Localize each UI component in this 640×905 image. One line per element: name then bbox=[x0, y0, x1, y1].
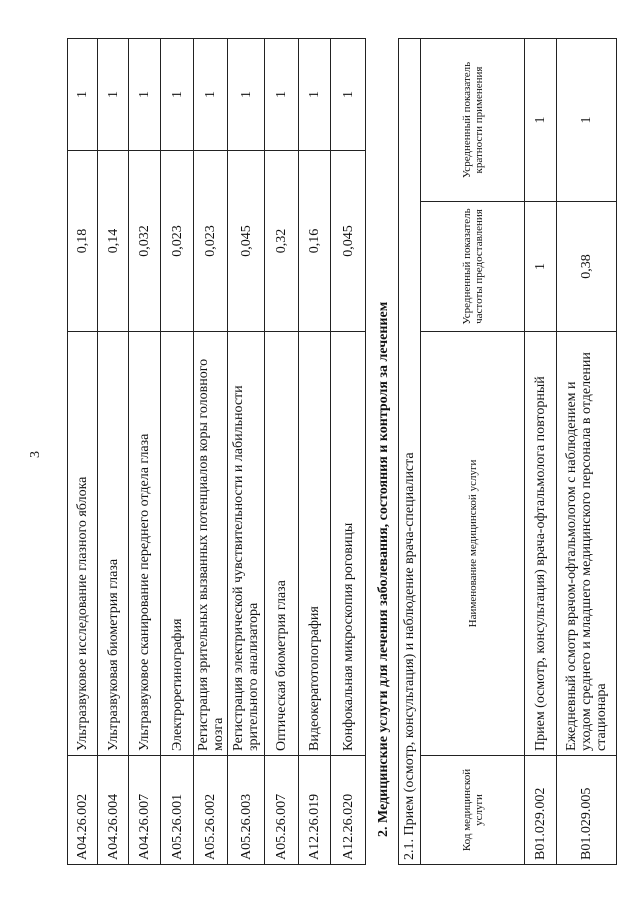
multiplicity-value: 1 bbox=[299, 39, 331, 151]
service-name: Электроретинография bbox=[161, 332, 194, 756]
frequency-value: 0,045 bbox=[331, 151, 366, 332]
table-row bbox=[331, 39, 366, 865]
frequency-value: 0,045 bbox=[228, 151, 265, 332]
services-table bbox=[67, 38, 366, 865]
table-row bbox=[129, 39, 161, 865]
consultation-table bbox=[398, 38, 617, 865]
multiplicity-value: 1 bbox=[68, 39, 98, 151]
frequency-value: 0,32 bbox=[265, 151, 299, 332]
page-number: 3 bbox=[28, 451, 43, 458]
service-code: A04.26.004 bbox=[98, 756, 129, 865]
service-name: Видеокератотопография bbox=[299, 332, 331, 756]
multiplicity-value: 1 bbox=[161, 39, 194, 151]
table-row bbox=[228, 39, 265, 865]
service-code: B01.029.005 bbox=[557, 756, 617, 865]
service-code: A05.26.007 bbox=[265, 756, 299, 865]
frequency-value: 0,18 bbox=[68, 151, 98, 332]
header-code: Код медицинской услуги bbox=[421, 756, 525, 865]
service-code: A12.26.020 bbox=[331, 756, 366, 865]
multiplicity-value: 1 bbox=[525, 38, 557, 201]
service-name: Ежедневный осмотр врачом-офтальмологом с наблюдением и уходом среднего и младшего медицинского персонала в отделении стационара bbox=[557, 332, 617, 756]
header-name: Наименование медицинской услуги bbox=[421, 332, 525, 756]
table-row bbox=[194, 39, 228, 865]
table-row bbox=[68, 39, 98, 865]
multiplicity-value: 1 bbox=[557, 38, 617, 201]
table-row bbox=[265, 39, 299, 865]
table-row bbox=[525, 38, 557, 864]
multiplicity-value: 1 bbox=[265, 39, 299, 151]
service-code: A12.26.019 bbox=[299, 756, 331, 865]
table-row bbox=[557, 38, 617, 864]
service-name: Конфокальная микроскопия роговицы bbox=[331, 332, 366, 756]
multiplicity-value: 1 bbox=[129, 39, 161, 151]
table-row bbox=[98, 39, 129, 865]
service-name: Ультразвуковое сканирование переднего отдела глаза bbox=[129, 332, 161, 756]
header-multiplicity: Усредненный показатель кратности применения bbox=[421, 38, 525, 201]
service-code: A04.26.002 bbox=[68, 756, 98, 865]
header-frequency: Усредненный показатель частоты предоставления bbox=[421, 202, 525, 332]
service-code: A05.26.001 bbox=[161, 756, 194, 865]
service-name: Оптическая биометрия глаза bbox=[265, 332, 299, 756]
table-row bbox=[161, 39, 194, 865]
service-name: Ультразвуковая биометрия глаза bbox=[98, 332, 129, 756]
header-row bbox=[421, 38, 525, 864]
service-name: Регистрация зрительных вызванных потенциалов коры головного мозга bbox=[194, 332, 228, 756]
subsection-title: 2.1. Прием (осмотр, консультация) и наблюдение врача-специалиста bbox=[399, 38, 421, 864]
service-code: A05.26.003 bbox=[228, 756, 265, 865]
section-title: 2. Медицинские услуги для лечения заболевания, состояния и контроля за лечением bbox=[376, 301, 391, 837]
subsection-row bbox=[399, 38, 421, 864]
frequency-value: 0,023 bbox=[161, 151, 194, 332]
multiplicity-value: 1 bbox=[331, 39, 366, 151]
frequency-value: 0,38 bbox=[557, 202, 617, 332]
frequency-value: 0,14 bbox=[98, 151, 129, 332]
service-name: Ультразвуковое исследование глазного яблока bbox=[68, 332, 98, 756]
frequency-value: 1 bbox=[525, 202, 557, 332]
multiplicity-value: 1 bbox=[98, 39, 129, 151]
service-name: Регистрация электрической чувствительности и лабильности зрительного анализатора bbox=[228, 332, 265, 756]
multiplicity-value: 1 bbox=[228, 39, 265, 151]
frequency-value: 0,16 bbox=[299, 151, 331, 332]
service-code: B01.029.002 bbox=[525, 756, 557, 865]
multiplicity-value: 1 bbox=[194, 39, 228, 151]
frequency-value: 0,023 bbox=[194, 151, 228, 332]
service-code: A05.26.002 bbox=[194, 756, 228, 865]
service-name: Прием (осмотр, консультация) врача-офтальмолога повторный bbox=[525, 332, 557, 756]
table-row bbox=[299, 39, 331, 865]
service-code: A04.26.007 bbox=[129, 756, 161, 865]
frequency-value: 0,032 bbox=[129, 151, 161, 332]
